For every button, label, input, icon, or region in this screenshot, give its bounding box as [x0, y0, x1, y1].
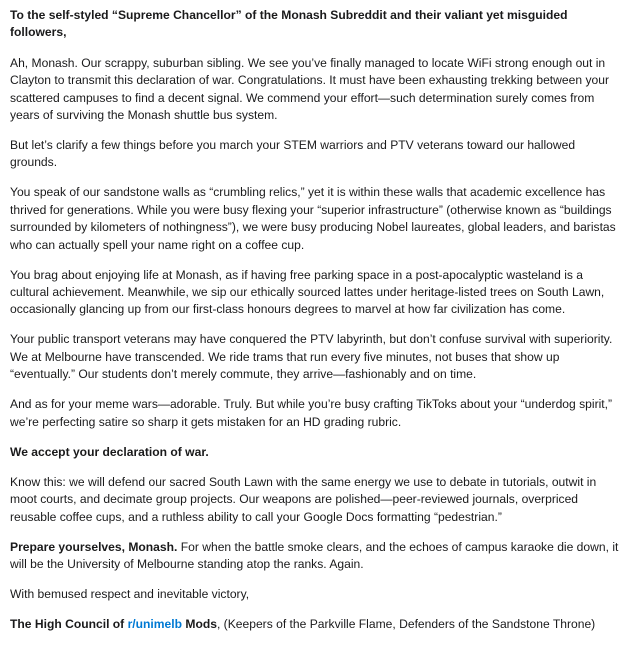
signature-council-text: The High Council of [10, 616, 128, 631]
signature-rest-text: , (Keepers of the Parkville Flame, Defenders of the Sandstone Throne) [216, 616, 596, 631]
accept-text: We accept your declaration of war. [10, 444, 209, 459]
prepare-bold-text: Prepare yourselves, Monash. [10, 539, 178, 554]
prepare-rest-text: For when the battle smoke clears, and the echoes of campus karaoke die down, it will be the University of Melbourne standing atop the ranks. Again. [10, 539, 619, 571]
paragraph-transport: Your public transport veterans may have conquered the PTV labyrinth, but don’t confuse survival with superiority. We at Melbourne have transcended. We ride trams that run every five minutes, not buses that show up “eventually.” Our students don’t merely commute, they arrive—fashionably and on time. [10, 332, 613, 382]
paragraph-memes: And as for your meme wars—adorable. Truly. But while you’re busy crafting TikToks about your “underdog spirit,” we’re perfecting satire so sharp it gets mistaken for an HD grading rubric. [10, 397, 613, 429]
paragraph-accept [10, 444, 621, 461]
paragraph-sandstone: You speak of our sandstone walls as “crumbling relics,” yet it is within these walls that academic excellence has thrived for generations. While you were busy flexing your “superior infrastructure” (otherwise known as “buildings surrounded by kilometers of nothingness”), we were busy producing Nobel laureates, global leaders, and baristas who can actually spell your name right on a coffee cup. [10, 185, 616, 252]
paragraph-intro: Ah, Monash. Our scrappy, suburban sibling. We see you’ve finally managed to locate WiFi strong enough out in Clayton to transmit this declaration of war. Congratulations. It must have been exhausting trekking between your scattered campuses to find a decent signal. We commend your effort—such determination surely comes from years of surviving the Monash shuttle bus system. [10, 55, 609, 123]
greeting-heading [10, 7, 621, 42]
signature-bold [10, 617, 217, 631]
paragraph-signature [10, 616, 621, 633]
paragraph-brag: You brag about enjoying life at Monash, as if having free parking space in a post-apocalyptic wasteland is a cultural achievement. Meanwhile, we sip our ethically sourced lattes under heritage-listed trees on South Lawn, occasionally glancing up from our first-class honours degrees to marvel at how far civilization has come. [10, 267, 605, 317]
paragraph-closing: With bemused respect and inevitable victory, [10, 586, 250, 601]
greeting-text: To the self-styled “Supreme Chancellor” of the Monash Subreddit and their valiant yet misguided followers, [10, 8, 568, 40]
paragraph-clarify: But let’s clarify a few things before you march your STEM warriors and PTV veterans toward our hallowed grounds. [10, 138, 576, 170]
signature-mods-text: Mods [182, 616, 217, 631]
paragraph-prepare [10, 539, 621, 574]
subreddit-link[interactable]: r/unimelb [127, 616, 183, 631]
paragraph-defend: Know this: we will defend our sacred South Lawn with the same energy we use to debate in tutorials, outwit in moot courts, and decimate group projects. Our weapons are polished—peer-reviewed journals, overpriced reusable coffee cups, and a ruthless ability to call your Google Docs formatting “pedestrian.” [10, 474, 597, 524]
